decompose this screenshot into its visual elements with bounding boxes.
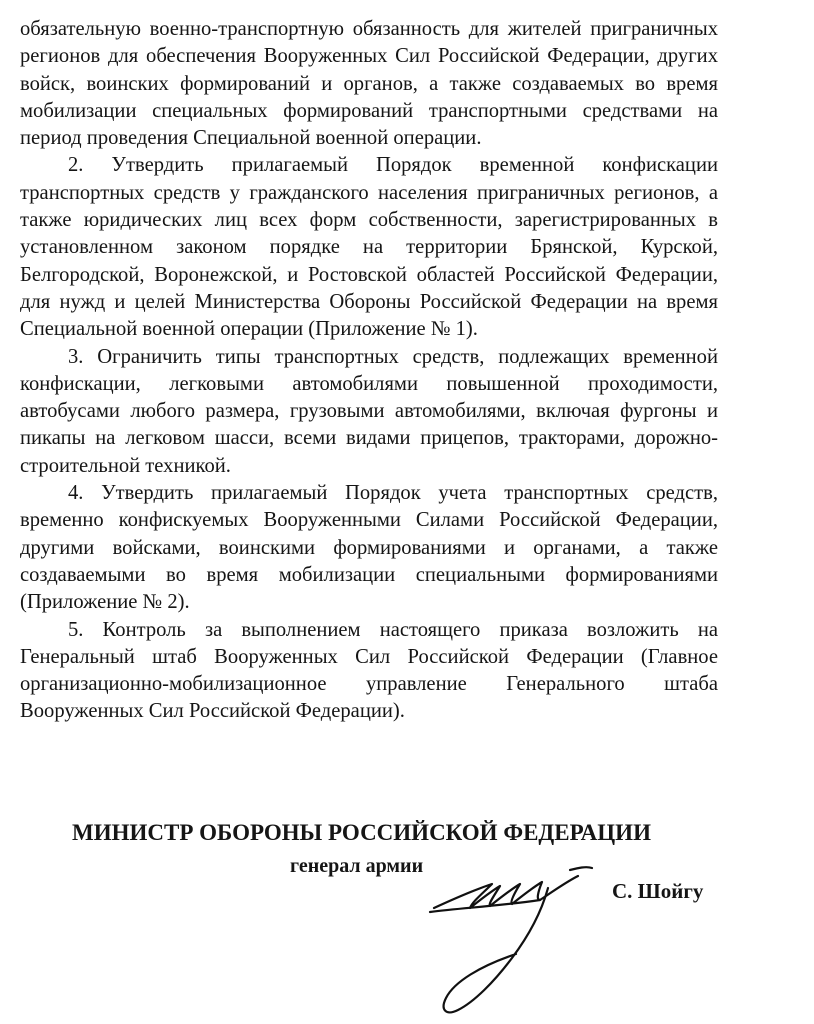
military-rank: генерал армии <box>290 855 424 877</box>
paragraph-item-2: 2. Утвердить прилагаемый Порядок временной конфискации транспортных средств у гражданского населения приграничных регионов, а также юридических лиц всех форм собственности, зарегистрированных в установленном законом порядке на территории Брянской, Курской, Белгородской, Воронежской, и Ростовской областей Российской Федерации, для нужд и целей Министерства Обороны Российской Федерации на время Специальной военной операции (Приложение № 1). <box>20 154 718 341</box>
handwritten-signature <box>420 850 620 1020</box>
paragraph-item-5: 5. Контроль за выполнением настоящего приказа возложить на Генеральный штаб Вооруженных Сил Российской Федерации (Главное организационно-мобилизационное управление Генерального штаба Вооруженных Сил Российской Федерации). <box>20 618 718 723</box>
paragraph-continuation: обязательную военно-транспортную обязанность для жителей приграничных регионов для обеспечения Вооруженных Сил Российской Федерации, других войск, воинских формирований и органов, а также создаваемых во время мобилизации специальных формирований транспортными средствами на период проведения Специальной военной операции. <box>20 18 718 150</box>
paragraph-item-3: 3. Ограничить типы транспортных средств, подлежащих временной конфискации, легковыми автомобилями повышенной проходимости, автобусами любого размера, грузовыми автомобилями, включая фургоны и пикапы на легковом шасси, всеми видами прицепов, тракторами, дорожно-строительной техникой. <box>20 345 718 477</box>
paragraph-item-4: 4. Утвердить прилагаемый Порядок учета транспортных средств, временно конфискуемых Вооруженными Силами Российской Федерации, другими войсками, воинскими формированиями и органами, а также создаваемыми во время мобилизации специальными формированиями (Приложение № 2). <box>20 482 718 614</box>
signatory-name: С. Шойгу <box>612 879 704 903</box>
minister-title: МИНИСТР ОБОРОНЫ РОССИЙСКОЙ ФЕДЕРАЦИИ <box>72 820 651 845</box>
